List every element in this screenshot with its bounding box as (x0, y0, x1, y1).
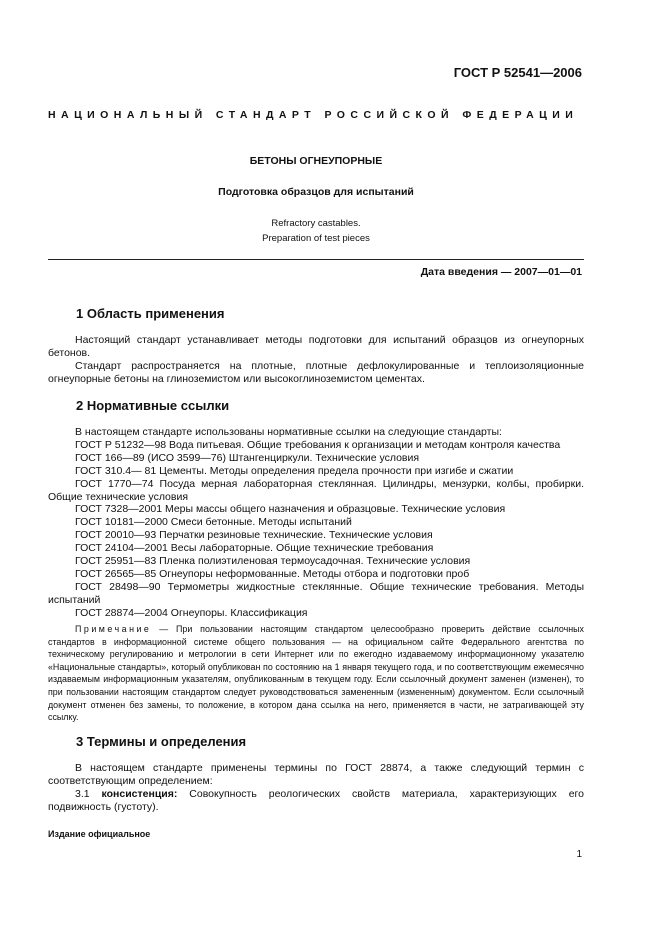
note-text: — При пользовании настоящим стандартом целесообразно проверить действие ссылочных стандартов в информационной системе общего пользования — на официальном сайте Федерального агентства по техническому регулированию и метрологии в сети Интернет или по ежегодно издаваемому информационному указателю «Национальные стандарты», который опубликован по состоянию на 1 января текущего года, и по соответствующим ежемесячно издаваемым информационным указателям, опубликованным в текущем году. Если ссылочный документ заменен (изменен), то при пользовании настоящим стандартом следует руководствоваться замененным (измененным) документом. Если ссылочный документ отменен без замены, то положение, в котором дана ссылка на него, применяется в части, не затрагивающей эту ссылку. (48, 624, 584, 723)
section-3-heading: 3 Термины и определения (76, 734, 247, 749)
section-1-heading: 1 Область применения (76, 306, 225, 321)
reference-item: ГОСТ 10181—2000 Смеси бетонные. Методы испытаний (75, 516, 352, 529)
term-number: 3.1 (75, 787, 90, 800)
reference-item: ГОСТ 310.4— 81 Цементы. Методы определения предела прочности при изгибе и сжатии (75, 464, 514, 477)
reference-item: ГОСТ 28874—2004 Огнеупоры. Классификация (75, 606, 308, 619)
reference-item: ГОСТ Р 51232—98 Вода питьевая. Общие требования к организации и методам контроля качества (75, 438, 561, 451)
document-title: БЕТОНЫ ОГНЕУПОРНЫЕ (249, 155, 383, 167)
term-name: консистенция: (101, 787, 178, 800)
document-subtitle: Подготовка образцов для испытаний (218, 186, 414, 198)
reference-item: ГОСТ 26565—85 Огнеупоры неформованные. Методы отбора и подготовки проб (75, 567, 470, 580)
section-3-intro: В настоящем стандарте применены термины по ГОСТ 28874, а также следующий термин с соответствующим определением: (48, 762, 584, 787)
title-divider (48, 259, 584, 260)
section-3-body (48, 762, 584, 814)
section-1-paragraph: Настоящий стандарт устанавливает методы подготовки для испытаний образцов из огнеупорных бетонов. (48, 334, 584, 359)
reference-item: ГОСТ 25951—83 Пленка полиэтиленовая термоусадочная. Технические условия (75, 555, 471, 568)
term-definition (48, 788, 584, 814)
reference-item: ГОСТ 20010—93 Перчатки резиновые технические. Технические условия (75, 529, 433, 542)
section-2-heading: 2 Нормативные ссылки (76, 398, 230, 413)
national-standard-banner: НАЦИОНАЛЬНЫЙ СТАНДАРТ РОССИЙСКОЙ ФЕДЕРАЦИИ (48, 109, 579, 121)
term-text: Совокупность реологических свойств материала, характеризующих его подвижность (густоту). (48, 787, 584, 813)
edition-label: Издание официальное (48, 829, 151, 839)
english-title-line-1: Refractory castables. (271, 218, 361, 229)
english-title (48, 216, 584, 246)
english-title-line-2: Preparation of test pieces (262, 233, 370, 244)
document-code: ГОСТ Р 52541—2006 (453, 65, 582, 80)
reference-item: ГОСТ 1770—74 Посуда мерная лабораторная стеклянная. Цилиндры, мензурки, колбы, пробирки. Общие технические условия (48, 477, 584, 503)
reference-item: ГОСТ 7328—2001 Меры массы общего назначения и образцовые. Технические условия (75, 503, 506, 516)
reference-item: ГОСТ 166—89 (ИСО 3599—76) Штангенциркули. Технические условия (75, 451, 420, 464)
reference-note (48, 623, 584, 724)
section-1-paragraph: Стандарт распространяется на плотные, плотные дефлокулированные и теплоизоляционные огнеупорные бетоны на глиноземистом или высокоглиноземистом цементах. (48, 359, 584, 385)
section-2-intro: В настоящем стандарте использованы нормативные ссылки на следующие стандарты: (75, 426, 502, 438)
note-paragraph (48, 623, 584, 724)
section-2-body (48, 426, 584, 620)
reference-item: ГОСТ 24104—2001 Весы лабораторные. Общие технические требования (75, 542, 434, 555)
section-1-body (48, 334, 584, 386)
page-number: 1 (576, 849, 582, 860)
introduction-date: Дата введения — 2007—01—01 (420, 266, 582, 278)
note-label: Примечание (75, 624, 152, 634)
reference-item: ГОСТ 28498—90 Термометры жидкостные стеклянные. Общие технические требования. Методы испытаний (48, 580, 584, 606)
